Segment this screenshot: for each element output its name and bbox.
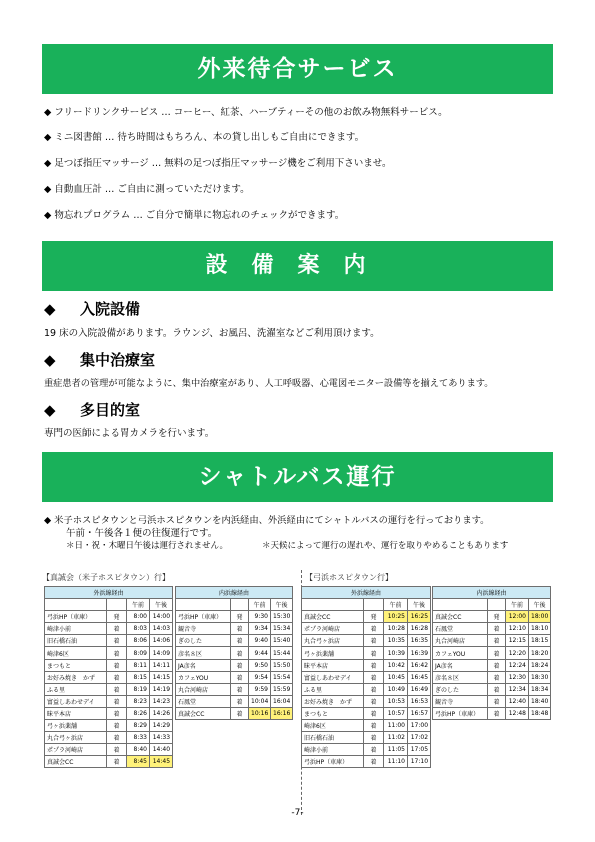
am-time: 10:45 <box>384 671 408 683</box>
am-time: 11:10 <box>384 756 408 768</box>
table-row <box>45 671 173 683</box>
table-row <box>302 695 431 707</box>
am-header: 午前 <box>506 599 529 611</box>
table-row <box>45 647 173 659</box>
stop-type: 着 <box>107 671 127 683</box>
am-time: 9:59 <box>249 683 271 695</box>
am-time: 12:30 <box>506 671 529 683</box>
service-item: ◆ フリードリンクサービス … コーヒー、紅茶、ハーブティーその他のお飲み物無料サービス。 <box>44 107 448 118</box>
stop-type: 着 <box>107 683 127 695</box>
table-row <box>45 683 173 695</box>
am-time: 11:05 <box>384 744 408 756</box>
stop-type: 着 <box>364 659 384 671</box>
stop-name: 真誠会CC <box>433 611 488 623</box>
stop-name: お好み焼き かず <box>45 671 107 683</box>
table-row <box>45 707 173 719</box>
pm-time: 14:45 <box>150 756 173 768</box>
stop-name: 弓浜HP（車庫） <box>176 611 231 623</box>
am-header: 午前 <box>249 599 271 611</box>
timetable-yonago-uchihama <box>175 586 293 720</box>
stop-type: 着 <box>364 695 384 707</box>
pm-time: 18:48 <box>529 707 551 719</box>
stop-name: 弓浜HP（車庫） <box>302 756 364 768</box>
table-row <box>302 720 431 732</box>
stop-name: 石鳳堂 <box>176 695 231 707</box>
column-header-row <box>45 599 173 611</box>
table-row <box>45 695 173 707</box>
table-row <box>302 707 431 719</box>
pm-time: 18:34 <box>529 683 551 695</box>
shuttle-intro: ◆ 米子ホスピタウンと弓浜ホスピタウンを内浜経由、外浜経由にてシャトルバスの運行を行っております。 <box>44 515 490 526</box>
timetable-label-yonago: 【真誠会（米子ホスピタウン）行】 <box>42 573 170 582</box>
stop-name: 弓浜HP（車庫） <box>433 707 488 719</box>
table-row <box>176 683 293 695</box>
service-item: ◆ 足つぼ指圧マッサージ … 無料の足つぼ指圧マッサージ機をご利用下さいませ。 <box>44 158 392 169</box>
pm-time: 16:57 <box>408 707 431 719</box>
stop-type: 着 <box>364 732 384 744</box>
am-time: 10:35 <box>384 635 408 647</box>
table-row <box>302 647 431 659</box>
stop-name: 弓浜HP（車庫） <box>45 611 107 623</box>
am-time: 10:16 <box>249 707 271 719</box>
pm-time: 17:02 <box>408 732 431 744</box>
pm-time: 14:33 <box>150 732 173 744</box>
blank-header <box>364 599 384 611</box>
column-header-row <box>176 599 293 611</box>
table-row <box>302 683 431 695</box>
stop-name: ぎのした <box>176 635 231 647</box>
service-item: ◆ 物忘れプログラム … ご自分で簡単に物忘れのチェックができます。 <box>44 210 345 221</box>
diamond-icon: ◆ <box>44 351 56 369</box>
stop-type: 着 <box>488 623 506 635</box>
route-header-row <box>176 587 293 599</box>
pm-time: 16:16 <box>271 707 293 719</box>
am-time: 10:39 <box>384 647 408 659</box>
pm-time: 15:44 <box>271 647 293 659</box>
stop-type: 着 <box>488 659 506 671</box>
table-row <box>433 695 551 707</box>
table-row <box>302 659 431 671</box>
pm-time: 18:30 <box>529 671 551 683</box>
pm-time: 16:39 <box>408 647 431 659</box>
section-banner-facilities <box>42 241 553 291</box>
am-time: 10:04 <box>249 695 271 707</box>
route-name: 外浜線経由 <box>302 587 431 599</box>
shuttle-note-days: ＊日・祝・木曜日午後は運行されません。 <box>66 541 229 551</box>
pm-time: 16:35 <box>408 635 431 647</box>
stop-name: ふる里 <box>45 683 107 695</box>
stop-name: 富益しあわせデイ <box>45 695 107 707</box>
stop-type: 着 <box>231 659 249 671</box>
timetable-yumigahama-sotohama <box>301 586 431 768</box>
service-item: ◆ ミニ図書館 … 待ち時間はもちろん、本の貸し出しもご自由にできます。 <box>44 132 365 143</box>
pm-header: 午後 <box>271 599 293 611</box>
stop-name: 真誠会CC <box>45 756 107 768</box>
table-row <box>176 671 293 683</box>
stop-type: 発 <box>364 611 384 623</box>
table-row <box>302 732 431 744</box>
stop-type: 着 <box>364 635 384 647</box>
stop-type: 着 <box>488 683 506 695</box>
am-time: 12:20 <box>506 647 529 659</box>
table-row <box>45 732 173 744</box>
stop-type: 着 <box>364 623 384 635</box>
diamond-icon: ◆ <box>44 401 56 419</box>
table-row <box>176 659 293 671</box>
stop-type: 着 <box>231 683 249 695</box>
pm-time: 16:28 <box>408 623 431 635</box>
stop-name: 旧石橋石油 <box>45 635 107 647</box>
blank-header <box>45 599 107 611</box>
diamond-icon: ◆ <box>44 300 56 318</box>
table-row <box>176 707 293 719</box>
pm-time: 15:40 <box>271 635 293 647</box>
pm-time: 15:50 <box>271 659 293 671</box>
stop-type: 着 <box>488 671 506 683</box>
pm-time: 15:34 <box>271 623 293 635</box>
stop-name: お好み焼き かず <box>302 695 364 707</box>
stop-name: 崎津小前 <box>45 623 107 635</box>
shuttle-frequency: 午前・午後各１便の往復運行です。 <box>66 528 218 539</box>
stop-name: ポプラ河崎店 <box>45 744 107 756</box>
stop-name: ふる里 <box>302 683 364 695</box>
pm-time: 16:25 <box>408 611 431 623</box>
table-row <box>45 659 173 671</box>
table-row <box>302 623 431 635</box>
blank-header <box>488 599 506 611</box>
stop-name: 石鳳堂 <box>433 623 488 635</box>
stop-name: 昧平本店 <box>302 659 364 671</box>
stop-name: ぎのした <box>433 683 488 695</box>
pm-time: 14:19 <box>150 683 173 695</box>
am-time: 12:34 <box>506 683 529 695</box>
pm-time: 16:53 <box>408 695 431 707</box>
am-time: 12:15 <box>506 635 529 647</box>
table-row <box>176 635 293 647</box>
am-time: 8:11 <box>127 659 150 671</box>
stop-type: 着 <box>107 732 127 744</box>
table-row <box>433 647 551 659</box>
table-row <box>302 671 431 683</box>
stop-type: 着 <box>364 647 384 659</box>
stop-name: 丸合弓ヶ浜店 <box>302 635 364 647</box>
stop-name: まつもと <box>302 707 364 719</box>
am-time: 12:40 <box>506 695 529 707</box>
pm-time: 16:45 <box>408 671 431 683</box>
am-time: 11:02 <box>384 732 408 744</box>
stop-name: 観音寺 <box>176 623 231 635</box>
pm-time: 16:04 <box>271 695 293 707</box>
am-time: 10:49 <box>384 683 408 695</box>
route-name: 外浜線経由 <box>45 587 173 599</box>
stop-type: 着 <box>107 635 127 647</box>
stop-name: 崎津6区 <box>302 720 364 732</box>
facility-heading: ◆ 多目的室 <box>44 401 141 419</box>
route-name: 内浜線経由 <box>176 587 293 599</box>
table-row <box>433 623 551 635</box>
stop-type: 着 <box>107 623 127 635</box>
stop-type: 着 <box>364 744 384 756</box>
section-banner-outpatient-services <box>42 44 553 94</box>
route-header-row <box>433 587 551 599</box>
stop-name: 真誠会CC <box>302 611 364 623</box>
timetable-yumigahama-uchihama <box>432 586 551 720</box>
stop-type: 着 <box>231 635 249 647</box>
facility-text: 専門の医師による胃カメラを行います。 <box>44 428 215 439</box>
stop-type: 着 <box>364 756 384 768</box>
stop-type: 着 <box>364 707 384 719</box>
pm-time: 16:42 <box>408 659 431 671</box>
facility-heading: ◆ 入院設備 <box>44 300 141 318</box>
stop-type: 着 <box>488 647 506 659</box>
stop-name: 丸合河崎店 <box>433 635 488 647</box>
pm-time: 18:20 <box>529 647 551 659</box>
table-row <box>433 659 551 671</box>
pm-time: 14:15 <box>150 671 173 683</box>
pm-time: 14:09 <box>150 647 173 659</box>
am-time: 10:53 <box>384 695 408 707</box>
stop-name: 丸合河崎店 <box>176 683 231 695</box>
pm-header: 午後 <box>408 599 431 611</box>
am-time: 9:54 <box>249 671 271 683</box>
pm-time: 18:10 <box>529 623 551 635</box>
table-row <box>433 707 551 719</box>
am-time: 9:30 <box>249 611 271 623</box>
shuttle-note-weather: ＊天候によって運行の遅れや、運行を取りやめることもあります <box>262 541 509 551</box>
am-time: 10:25 <box>384 611 408 623</box>
am-header: 午前 <box>384 599 408 611</box>
pm-time: 15:59 <box>271 683 293 695</box>
stop-type: 着 <box>231 671 249 683</box>
column-header-row <box>302 599 431 611</box>
am-time: 8:15 <box>127 671 150 683</box>
table-row <box>433 635 551 647</box>
stop-type: 着 <box>364 683 384 695</box>
pm-time: 14:40 <box>150 744 173 756</box>
pm-time: 14:06 <box>150 635 173 647</box>
blank-header <box>107 599 127 611</box>
table-row <box>45 720 173 732</box>
facility-text: 重症患者の管理が可能なように、集中治療室があり、人工呼吸器、心電図モニター設備等を揃えてあります。 <box>44 378 494 389</box>
am-time: 9:34 <box>249 623 271 635</box>
am-time: 12:24 <box>506 659 529 671</box>
am-time: 10:42 <box>384 659 408 671</box>
am-time: 8:26 <box>127 707 150 719</box>
pm-time: 18:24 <box>529 659 551 671</box>
am-time: 12:48 <box>506 707 529 719</box>
route-header-row <box>45 587 173 599</box>
stop-type: 着 <box>364 671 384 683</box>
stop-type: 着 <box>364 720 384 732</box>
am-time: 9:50 <box>249 659 271 671</box>
stop-type: 着 <box>107 720 127 732</box>
stop-type: 着 <box>107 707 127 719</box>
pm-time: 14:26 <box>150 707 173 719</box>
am-time: 8:09 <box>127 647 150 659</box>
stop-name: 彦名８区 <box>176 647 231 659</box>
table-row <box>433 611 551 623</box>
stop-name: まつもと <box>45 659 107 671</box>
pm-time: 14:11 <box>150 659 173 671</box>
table-row <box>176 695 293 707</box>
table-row <box>45 623 173 635</box>
pm-time: 14:03 <box>150 623 173 635</box>
stop-type: 発 <box>231 611 249 623</box>
am-time: 8:19 <box>127 683 150 695</box>
am-time: 8:00 <box>127 611 150 623</box>
stop-name: 富益しあわせデイ <box>302 671 364 683</box>
table-row <box>302 744 431 756</box>
table-row <box>176 623 293 635</box>
table-row <box>176 611 293 623</box>
facility-text: 19 床の入院設備があります。ラウンジ、お風呂、洗濯室などご利用頂けます。 <box>44 328 380 339</box>
table-row <box>433 671 551 683</box>
stop-type: 着 <box>488 707 506 719</box>
am-time: 8:33 <box>127 732 150 744</box>
stop-name: 弓ヶ浜薬舗 <box>302 647 364 659</box>
am-time: 8:23 <box>127 695 150 707</box>
stop-name: JA彦名 <box>176 659 231 671</box>
table-row <box>302 756 431 768</box>
am-time: 11:00 <box>384 720 408 732</box>
table-row <box>45 744 173 756</box>
blank-header <box>231 599 249 611</box>
pm-time: 15:30 <box>271 611 293 623</box>
stop-type: 着 <box>107 756 127 768</box>
stop-name: 崎津小前 <box>302 744 364 756</box>
stop-type: 着 <box>231 707 249 719</box>
stop-name: カフェYOU <box>176 671 231 683</box>
timetable-label-yumigahama: 【弓浜ホスピタウン行】 <box>305 573 393 582</box>
table-row <box>302 611 431 623</box>
section-title: シャトルバス運行 <box>198 464 397 490</box>
stop-name: 崎津6区 <box>45 647 107 659</box>
stop-name: 弓ヶ浜薬舗 <box>45 720 107 732</box>
am-time: 12:10 <box>506 623 529 635</box>
stop-name: 旧石橋石油 <box>302 732 364 744</box>
am-time: 8:40 <box>127 744 150 756</box>
timetable-yonago-sotohama <box>44 586 173 768</box>
table-row <box>45 611 173 623</box>
pm-time: 18:15 <box>529 635 551 647</box>
route-name: 内浜線経由 <box>433 587 551 599</box>
route-header-row <box>302 587 431 599</box>
pm-time: 18:00 <box>529 611 551 623</box>
section-title: 外来待合サービス <box>197 56 398 82</box>
am-time: 12:00 <box>506 611 529 623</box>
page-number: -7- <box>291 808 304 818</box>
am-time: 10:57 <box>384 707 408 719</box>
stop-name: JA彦名 <box>433 659 488 671</box>
stop-name: カフェYOU <box>433 647 488 659</box>
pm-header: 午後 <box>529 599 551 611</box>
stop-type: 着 <box>107 695 127 707</box>
stop-type: 着 <box>231 647 249 659</box>
column-header-row <box>433 599 551 611</box>
stop-type: 着 <box>107 744 127 756</box>
am-time: 9:44 <box>249 647 271 659</box>
blank-header <box>176 599 231 611</box>
table-row <box>433 683 551 695</box>
stop-name: ポプラ河崎店 <box>302 623 364 635</box>
stop-type: 着 <box>488 695 506 707</box>
stop-type: 着 <box>231 623 249 635</box>
pm-time: 17:00 <box>408 720 431 732</box>
am-time: 8:06 <box>127 635 150 647</box>
stop-type: 発 <box>488 611 506 623</box>
stop-name: 昧平本店 <box>45 707 107 719</box>
stop-name: 観音寺 <box>433 695 488 707</box>
table-row <box>302 635 431 647</box>
stop-type: 着 <box>107 659 127 671</box>
am-time: 8:29 <box>127 720 150 732</box>
pm-time: 14:00 <box>150 611 173 623</box>
pm-time: 16:49 <box>408 683 431 695</box>
blank-header <box>433 599 488 611</box>
stop-name: 丸合弓ヶ浜店 <box>45 732 107 744</box>
stop-type: 着 <box>231 695 249 707</box>
pm-time: 14:23 <box>150 695 173 707</box>
table-row <box>176 647 293 659</box>
pm-time: 17:05 <box>408 744 431 756</box>
am-time: 8:45 <box>127 756 150 768</box>
stop-name: 真誠会CC <box>176 707 231 719</box>
table-row <box>45 635 173 647</box>
stop-name: 彦名８区 <box>433 671 488 683</box>
am-header: 午前 <box>127 599 150 611</box>
stop-type: 着 <box>488 635 506 647</box>
service-item: ◆ 自動血圧計 … ご自由に測っていただけます。 <box>44 184 250 195</box>
blank-header <box>302 599 364 611</box>
section-title: 設備案内 <box>205 253 390 278</box>
am-time: 9:40 <box>249 635 271 647</box>
pm-time: 17:10 <box>408 756 431 768</box>
stop-type: 発 <box>107 611 127 623</box>
pm-time: 15:54 <box>271 671 293 683</box>
am-time: 8:03 <box>127 623 150 635</box>
pm-time: 18:40 <box>529 695 551 707</box>
section-banner-shuttle-bus <box>42 452 553 502</box>
pm-header: 午後 <box>150 599 173 611</box>
facility-heading: ◆ 集中治療室 <box>44 351 156 369</box>
pm-time: 14:29 <box>150 720 173 732</box>
stop-type: 着 <box>107 647 127 659</box>
table-row <box>45 756 173 768</box>
am-time: 10:28 <box>384 623 408 635</box>
